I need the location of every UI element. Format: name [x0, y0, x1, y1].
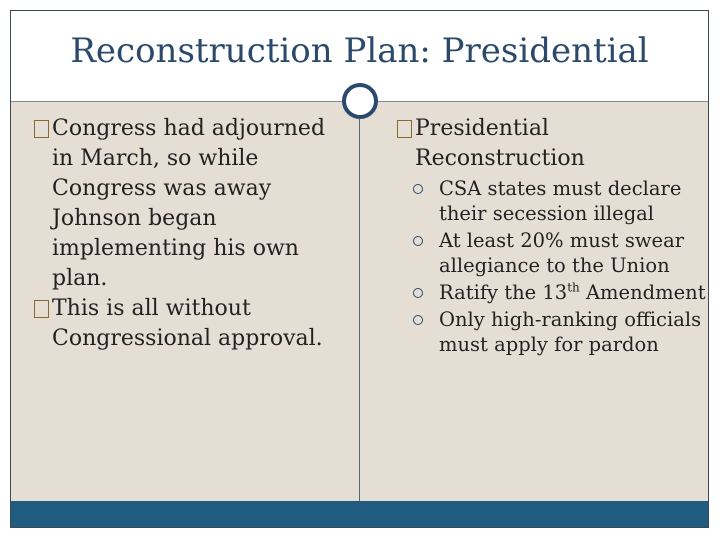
square-bullet-icon: [34, 294, 52, 354]
square-bullet-icon: [34, 114, 52, 294]
list-item: [407, 307, 707, 357]
list-item: [407, 280, 707, 305]
circle-bullet-icon: [407, 228, 439, 278]
left-bullet: [34, 114, 344, 294]
list-item-text: Ratify the 13th Amendment: [439, 280, 706, 304]
circle-bullet-icon: [407, 280, 439, 305]
slide-frame: [10, 10, 709, 528]
slide-title: Reconstruction Plan: Presidential: [70, 31, 649, 71]
right-heading-bullet: [397, 114, 707, 174]
column-divider: [359, 119, 360, 502]
left-bullet-text: Congress had adjourned in March, so while Congress was away Johnson began implementing his own plan.: [52, 116, 326, 291]
left-bullet-text: This is all without Congressional approval.: [52, 296, 323, 351]
list-item: [407, 228, 707, 278]
footer-bar: [11, 501, 708, 527]
right-column: [397, 114, 707, 359]
square-bullet-icon: [397, 114, 415, 174]
sub-bullet-list: [397, 176, 707, 357]
list-item-text: CSA states must declare their secession illegal: [439, 177, 682, 225]
list-item-text: At least 20% must swear allegiance to the Union: [439, 229, 685, 277]
list-item: [407, 176, 707, 226]
right-heading: Presidential Reconstruction: [415, 116, 585, 171]
list-item-text: Only high-ranking officials must apply for pardon: [439, 308, 702, 356]
left-column: [34, 114, 344, 354]
divider-circle-ornament: [342, 83, 378, 119]
circle-bullet-icon: [407, 176, 439, 226]
circle-bullet-icon: [407, 307, 439, 357]
left-bullet: [34, 294, 344, 354]
